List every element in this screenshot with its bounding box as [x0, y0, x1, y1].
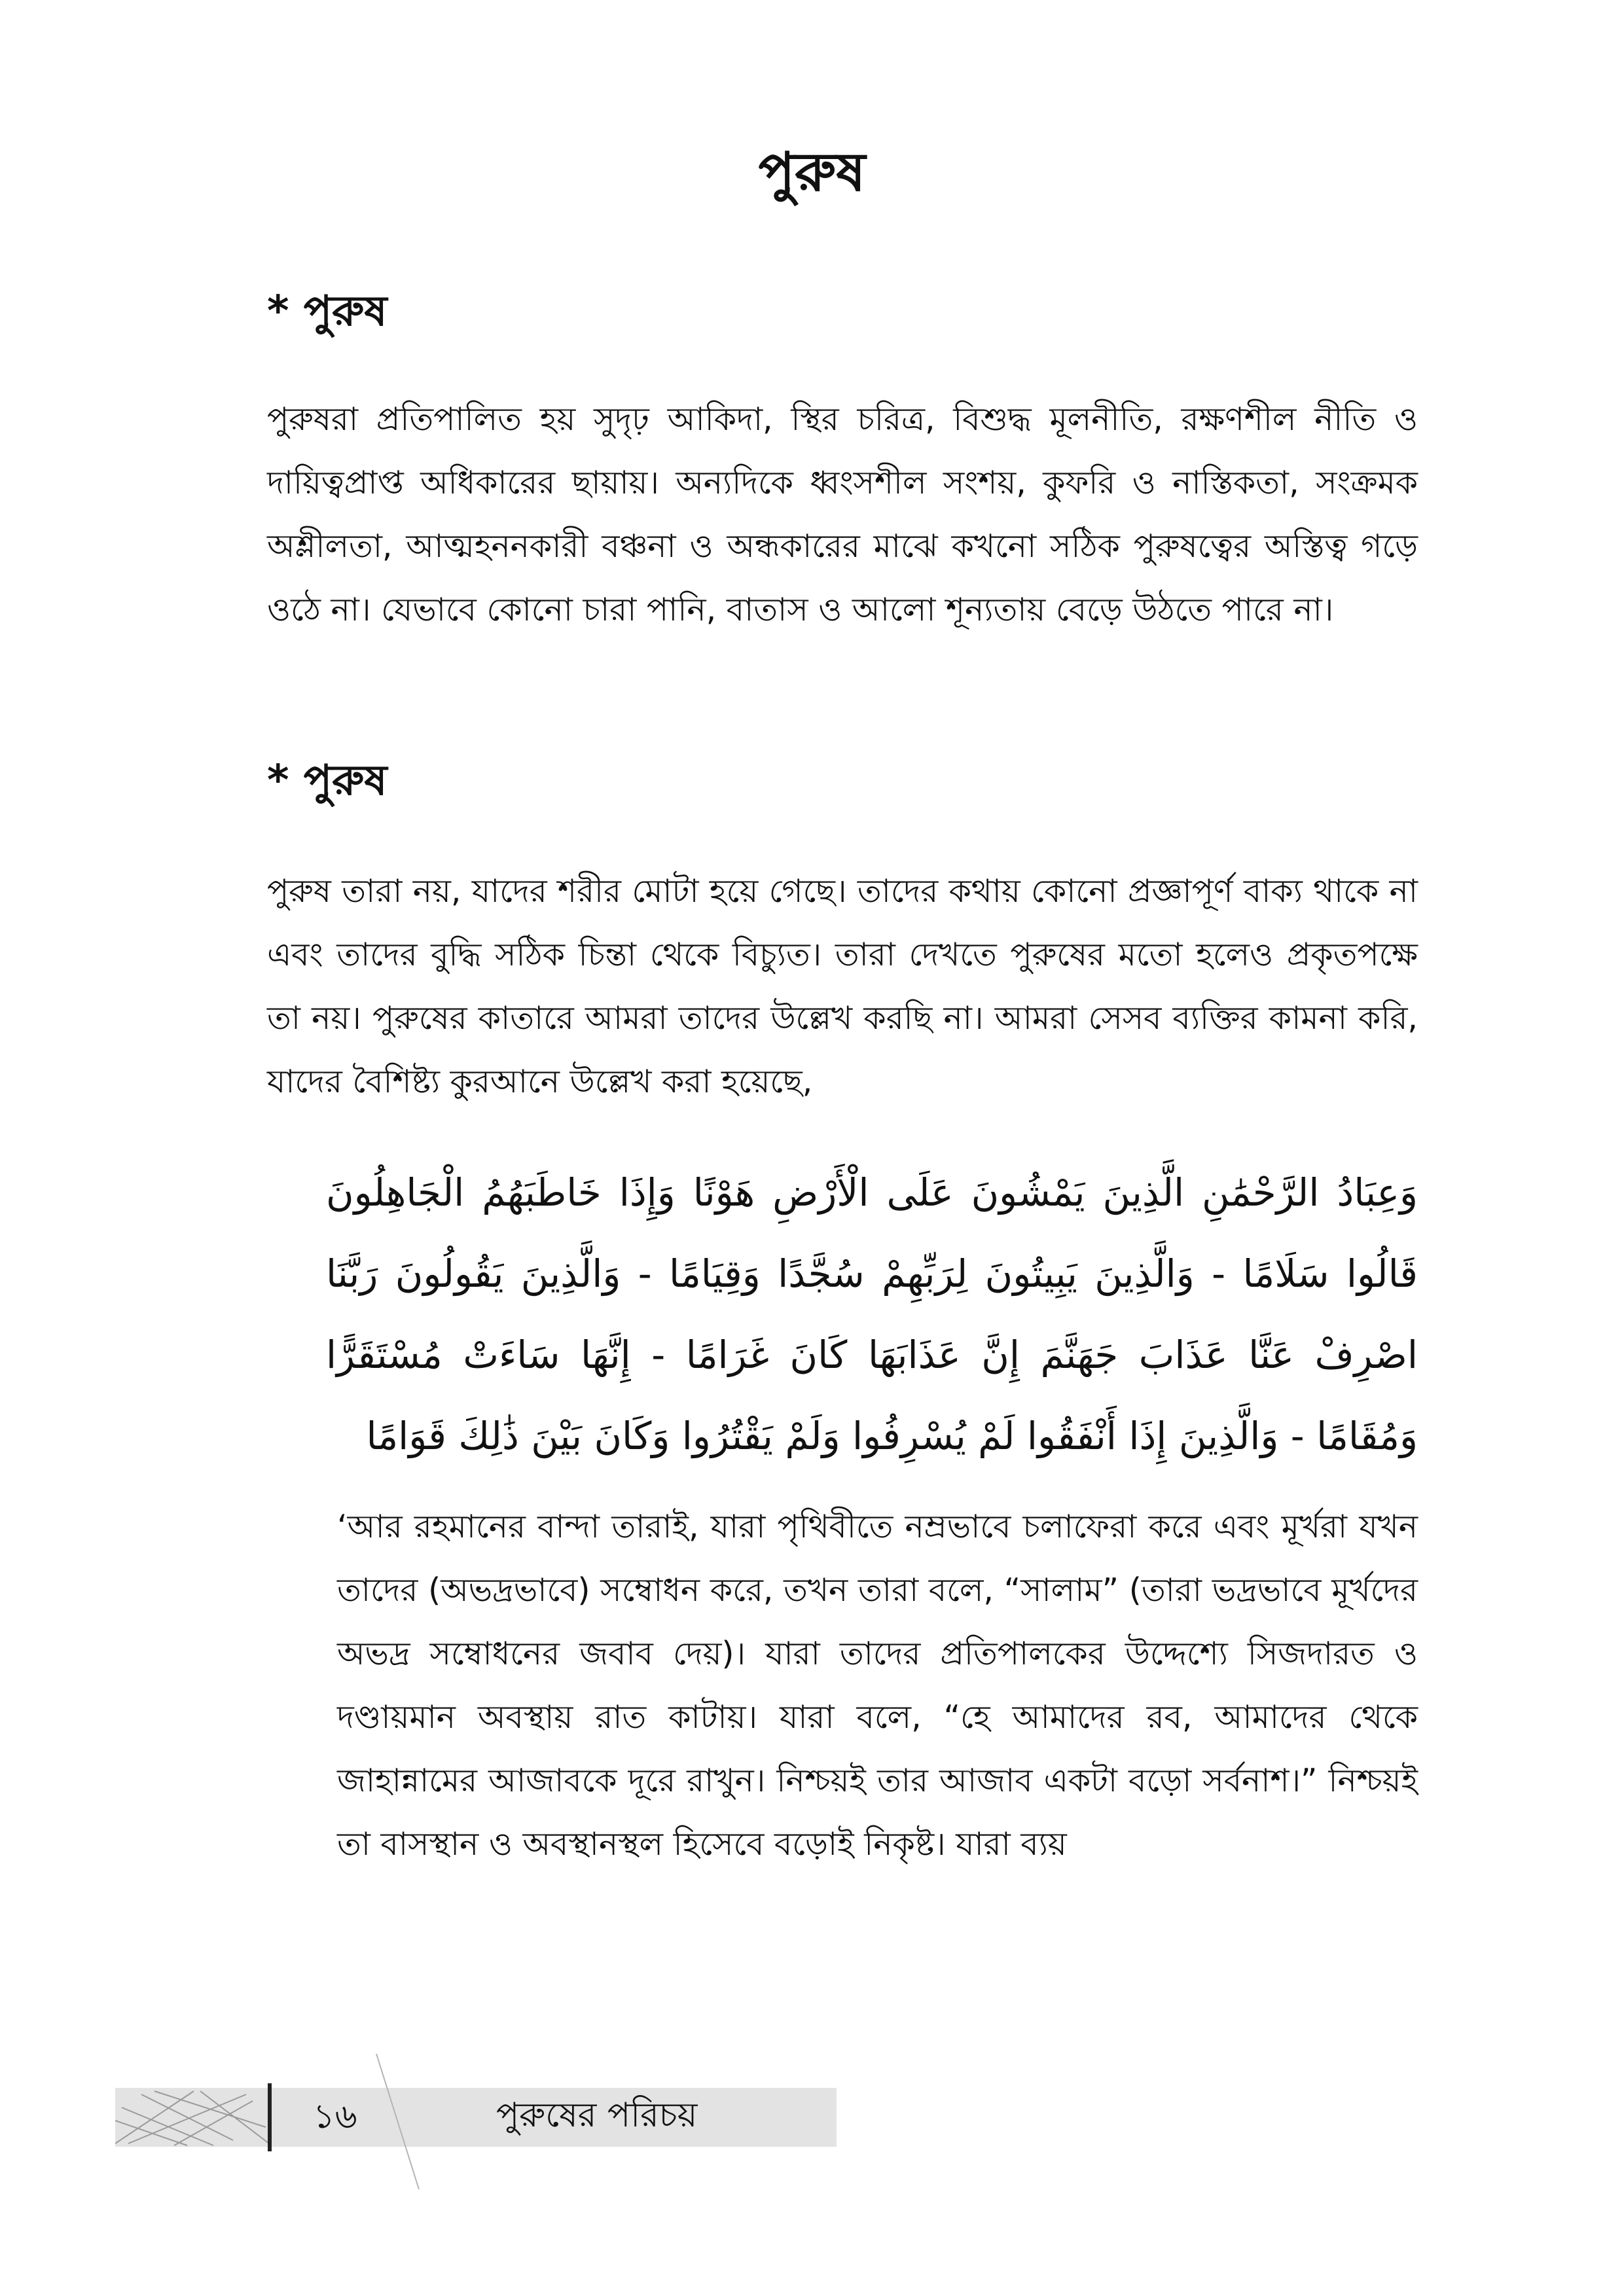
section-paragraph: পুরুষ তারা নয়, যাদের শরীর মোটা হয়ে গেছে। তাদের কথায় কোনো প্রজ্ঞাপূর্ণ বাক্য থাকে না এবং তাদের বুদ্ধি সঠিক চিন্তা থেকে বিচ্যুত। তারা দেখতে পুরুষের মতো হলেও প্রকৃতপক্ষে তা নয়। পুরুষের কাতারে আমরা তাদের উল্লেখ করছি না। আমরা সেসব ব্যক্তির কামনা করি, যাদের বৈশিষ্ট্য কুরআনে উল্লেখ করা হয়েছে,: [267, 872, 1418, 1100]
section-paragraph: পুরুষরা প্রতিপালিত হয় সুদৃঢ় আকিদা, স্থির চরিত্র, বিশুদ্ধ মূলনীতি, রক্ষণশীল নীতি ও দায়িত্বপ্রাপ্ত অধিকারের ছায়ায়। অন্যদিকে ধ্বংসশীল সংশয়, কুফরি ও নাস্তিকতা, সংক্রমক অশ্লীলতা, আত্মহননকারী বঞ্চনা ও অন্ধকারের মাঝে কখনো সঠিক পুরুষত্বের অস্তিত্ব গড়ে ওঠে না। যেভাবে কোনো চারা পানি, বাতাস ও আলো শূন্যতায় বেড়ে উঠতে পারে না।: [267, 401, 1418, 628]
page-number: ১৬: [313, 2097, 357, 2136]
running-title: পুরুষের পরিচয়: [496, 2096, 698, 2135]
footer-ornament: [115, 2088, 272, 2147]
section-heading: * পুরুষ: [267, 287, 388, 336]
verse-translation: ‘আর রহমানের বান্দা তারাই, যারা পৃথিবীতে নম্রভাবে চলাফেরা করে এবং মূর্খরা যখন তাদের (অভদ্রভাবে) সম্বোধন করে, তখন তারা বলে, “সালাম” (তারা ভদ্রভাবে মূর্খদের অভদ্র সম্বোধনের জবাব দেয়)। যারা তাদের প্রতিপালকের উদ্দেশ্যে সিজদারত ও দণ্ডায়মান অবস্থায় রাত কাটায়। যারা বলে, “হে আমাদের রব, আমাদের থেকে জাহান্নামের আজাবকে দূরে রাখুন। নিশ্চয়ই তার আজাব একটা বড়ো সর্বনাশ।” নিশ্চয়ই তা বাসস্থান ও অবস্থানস্থল হিসেবে বড়োই নিকৃষ্ট। যারা ব্যয়: [337, 1508, 1418, 1863]
page-title: পুরুষ: [758, 141, 866, 204]
footer-band: [115, 2088, 837, 2147]
footer-rule: [268, 2083, 272, 2151]
section-heading: * পুরুষ: [267, 757, 388, 805]
arabic-verse: وَعِبَادُ الرَّحْمَٰنِ الَّذِينَ يَمْشُونَ عَلَى الْأَرْضِ هَوْنًا وَإِذَا خَاطَبَهُمُ الْجَاهِلُونَ قَالُوا سَلَامًا - وَالَّذِينَ يَبِيتُونَ لِرَبِّهِمْ سُجَّدًا وَقِيَامًا - وَالَّذِينَ يَقُولُونَ رَبَّنَا اصْرِفْ عَنَّا عَذَابَ جَهَنَّمَ إِنَّ عَذَابَهَا كَانَ غَرَامًا - إِنَّهَا سَاءَتْ مُسْتَقَرًّا وَمُقَامًا - وَالَّذِينَ إِذَا أَنْفَقُوا لَمْ يُسْرِفُوا وَلَمْ يَقْتُرُوا وَكَانَ بَيْنَ ذَٰلِكَ قَوَامًا: [326, 1170, 1418, 1458]
